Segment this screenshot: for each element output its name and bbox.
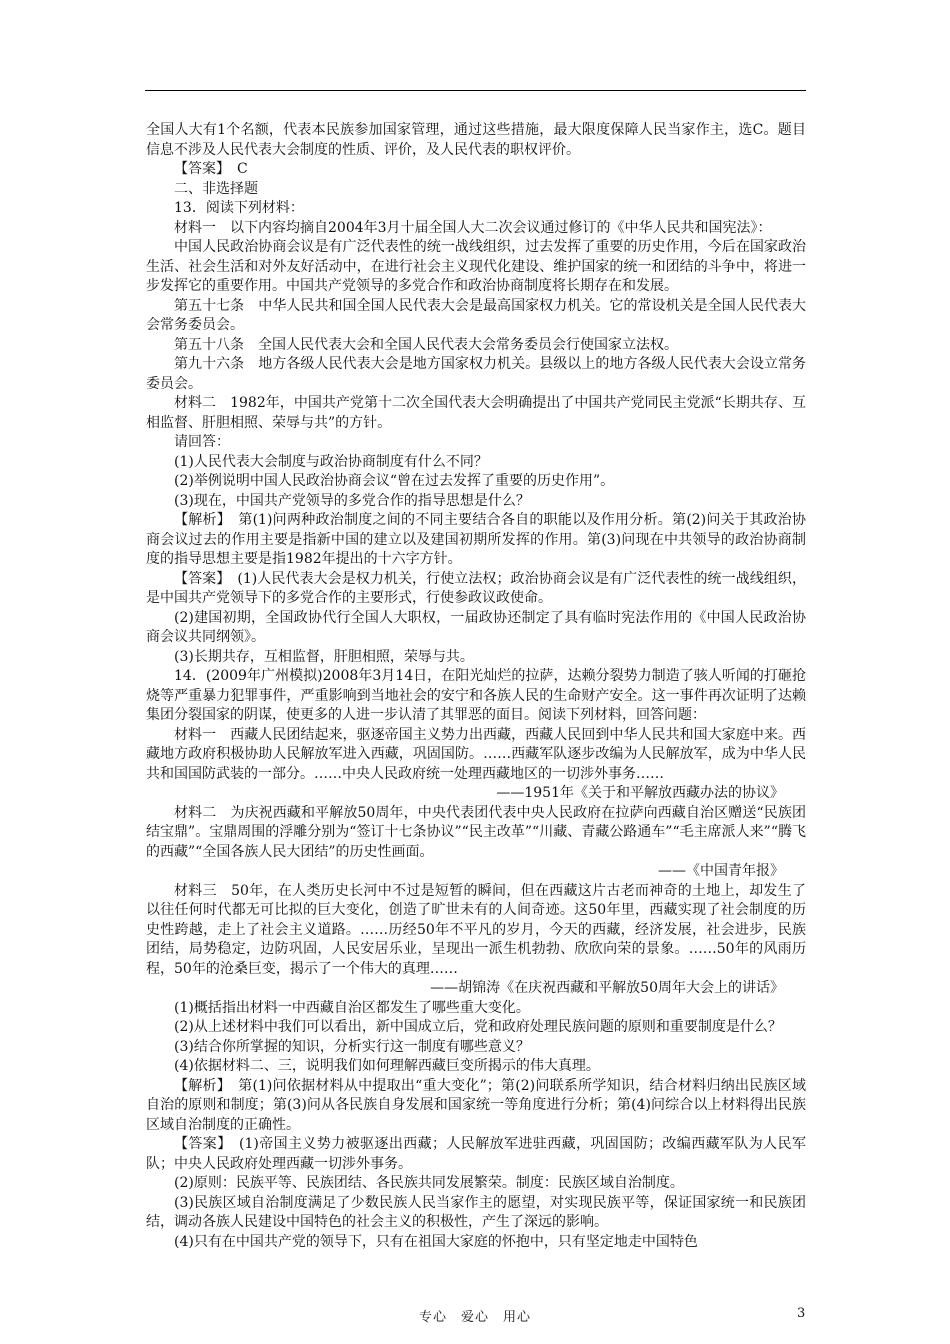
paragraph: 13．阅读下列材料： [174,200,304,216]
paragraph: 【解析】 第(1)问两种政治制度之间的不同主要结合各自的职能以及作用分析。第(2)问关于其政治协商会议过去的作用主要是指新中国的建立以及建国初期所发挥的作用。第(3)问现在中共领导的政治协商制度的指导思想主要是指1982年提出的十六字方针。 [146,512,806,567]
paragraph: 【答案】 C [174,161,248,177]
paragraph: 材料三 50年，在人类历史长河中不过是短暂的瞬间，但在西藏这片古老而神奇的土地上，却发生了以往任何时代都无可比拟的巨大变化，创造了旷世未有的人间奇迹。这50年里，西藏实现了社会制度的历史性跨越，走上了社会主义道路。……历经50年不平凡的岁月，今天的西藏，经济发展，社会进步，民族团结，局势稳定，边防巩固，人民安居乐业，呈现出一派生机勃勃、欣欣向荣的景象。……50年的风雨历程，50年的沧桑巨变，揭示了一个伟大的真理…… [146,882,806,977]
paragraph: (3)结合你所掌握的知识，分析实行这一制度有哪些意义？ [174,1038,530,1055]
paragraph: 【解析】 第(1)问依据材料从中提取出“重大变化”；第(2)问联系所学知识，结合材料归纳出民族区域自治的原则和制度；第(3)问从各民族自身发展和国家统一等角度进行分析；第(4)问综合以上材料得出民族区域自治制度的正确性。 [146,1077,806,1133]
header-rule [145,90,806,91]
paragraph: 第五十七条 中华人民共和国全国人民代表大会是最高国家权力机关。它的常设机关是全国人民代表大会常务委员会。 [146,297,806,333]
paragraph: (3)民族区域自治制度满足了少数民族人民当家作主的愿望，对实现民族平等，保证国家统一和民族团结，调动各族人民建设中国特色的社会主义的积极性，产生了深远的影响。 [146,1194,806,1230]
paragraph: (3)长期共存，互相监督，肝胆相照，荣辱与共。 [174,648,474,665]
paragraph: (2)举例说明中国人民政治协商会议“曾在过去发挥了重要的历史作用”。 [174,473,615,489]
paragraph: ——《中国青年报》 [658,863,784,879]
paragraph: (2)原则：民族平等、民族团结、各民族共同发展繁荣。制度：民族区域自治制度。 [174,1175,684,1191]
paragraph: (4)只有在中国共产党的领导下，只有在祖国大家庭的怀抱中，只有坚定地走中国特色 [174,1233,698,1250]
page-number: 3 [797,1306,806,1321]
paragraph: 14．(2009年广州模拟)2008年3月14日，在阳光灿烂的拉萨，达赖分裂势力制造了骇人听闻的打砸抢烧等严重暴力犯罪事件，严重影响到当地社会的安宁和各族人民的生命财产安全。这一事件再次证明了达赖集团分裂国家的阴谋，使更多的人进一步认清了其罪恶的面目。阅读下列材料，回答问题： [146,668,806,723]
paragraph: 材料一 西藏人民团结起来，驱逐帝国主义势力出西藏，西藏人民回到中华人民共和国大家庭中来。西藏地方政府积极协助人民解放军进入西藏，巩固国防。……西藏军队逐步改编为人民解放军，成为中华人民共和国国防武装的一部分。……中央人民政府统一处理西藏地区的一切涉外事务…… [146,726,806,782]
paragraph: 材料一 以下内容均摘自2004年3月十届全国人大二次会议通过修订的《中华人民共和国宪法》： [174,219,772,236]
footer-motto: 专心 爱心 用心 [418,1310,531,1325]
page-content [146,121,806,1252]
paragraph: 【答案】 (1)帝国主义势力被驱逐出西藏；人民解放军进驻西藏，巩固国防；改编西藏军队为人民军队；中央人民政府处理西藏一切涉外事务。 [146,1136,806,1172]
paragraph: 中国人民政治协商会议是有广泛代表性的统一战线组织，过去发挥了重要的历史作用，今后在国家政治生活、社会生活和对外友好活动中，在进行社会主义现代化建设、维护国家的统一和团结的斗争中，将进一步发挥它的重要作用。中国共产党领导的多党合作和政治协商制度将长期存在和发展。 [146,239,806,294]
paragraph: 【答案】 (1)人民代表大会是权力机关，行使立法权；政治协商会议是有广泛代表性的统一战线组织，是中国共产党领导下的多党合作的主要形式，行使参政议政使命。 [146,570,806,606]
paragraph: 材料二 1982年，中国共产党第十二次全国代表大会明确提出了中国共产党同民主党派“长期共存、互相监督、肝胆相照、荣辱与共”的方针。 [146,395,806,431]
paragraph: 第九十六条 地方各级人民代表大会是地方国家权力机关。县级以上的地方各级人民代表大会设立常务委员会。 [146,356,806,392]
paragraph: (2)从上述材料中我们可以看出，新中国成立后，党和政府处理民族问题的原则和重要制度是什么？ [174,1019,782,1035]
paragraph: 请回答： [174,434,230,450]
paragraph: (4)依据材料二、三，说明我们如何理解西藏巨变所揭示的伟大真理。 [174,1058,600,1074]
paragraph: 二、非选择题 [174,180,258,197]
paragraph: (1)概括指出材料一中西藏自治区都发生了哪些重大变化。 [174,999,530,1016]
paragraph: ——胡锦涛《在庆祝西藏和平解放50周年大会上的讲话》 [430,980,784,996]
paragraph: 全国人大有1个名额，代表本民族参加国家管理，通过这些措施，最大限度保障人民当家作主，选C。题目信息不涉及人民代表大会制度的性质、评价，及人民代表的职权评价。 [146,122,806,158]
paragraph: ——1951年《关于和平解放西藏办法的协议》 [496,785,784,801]
paragraph: (3)现在，中国共产党领导的多党合作的指导思想是什么？ [174,492,530,509]
paragraph: (1)人民代表大会制度与政治协商制度有什么不同？ [174,453,488,470]
paragraph: 第五十八条 全国人民代表大会和全国人民代表大会常务委员会行使国家立法权。 [174,336,678,353]
paragraph: (2)建国初期，全国政协代行全国人大职权，一届政协还制定了具有临时宪法作用的《中国人民政治协商会议共同纲领》。 [146,609,806,645]
paragraph: 材料二 为庆祝西藏和平解放50周年，中央代表团代表中央人民政府在拉萨向西藏自治区赠送“民族团结宝鼎”。宝鼎周围的浮雕分别为“签订十七条协议”“民主改革”“川藏、青藏公路通车”“毛主席派人来”“腾飞的西藏”“全国各族人民大团结”的历史性画面。 [146,804,806,860]
